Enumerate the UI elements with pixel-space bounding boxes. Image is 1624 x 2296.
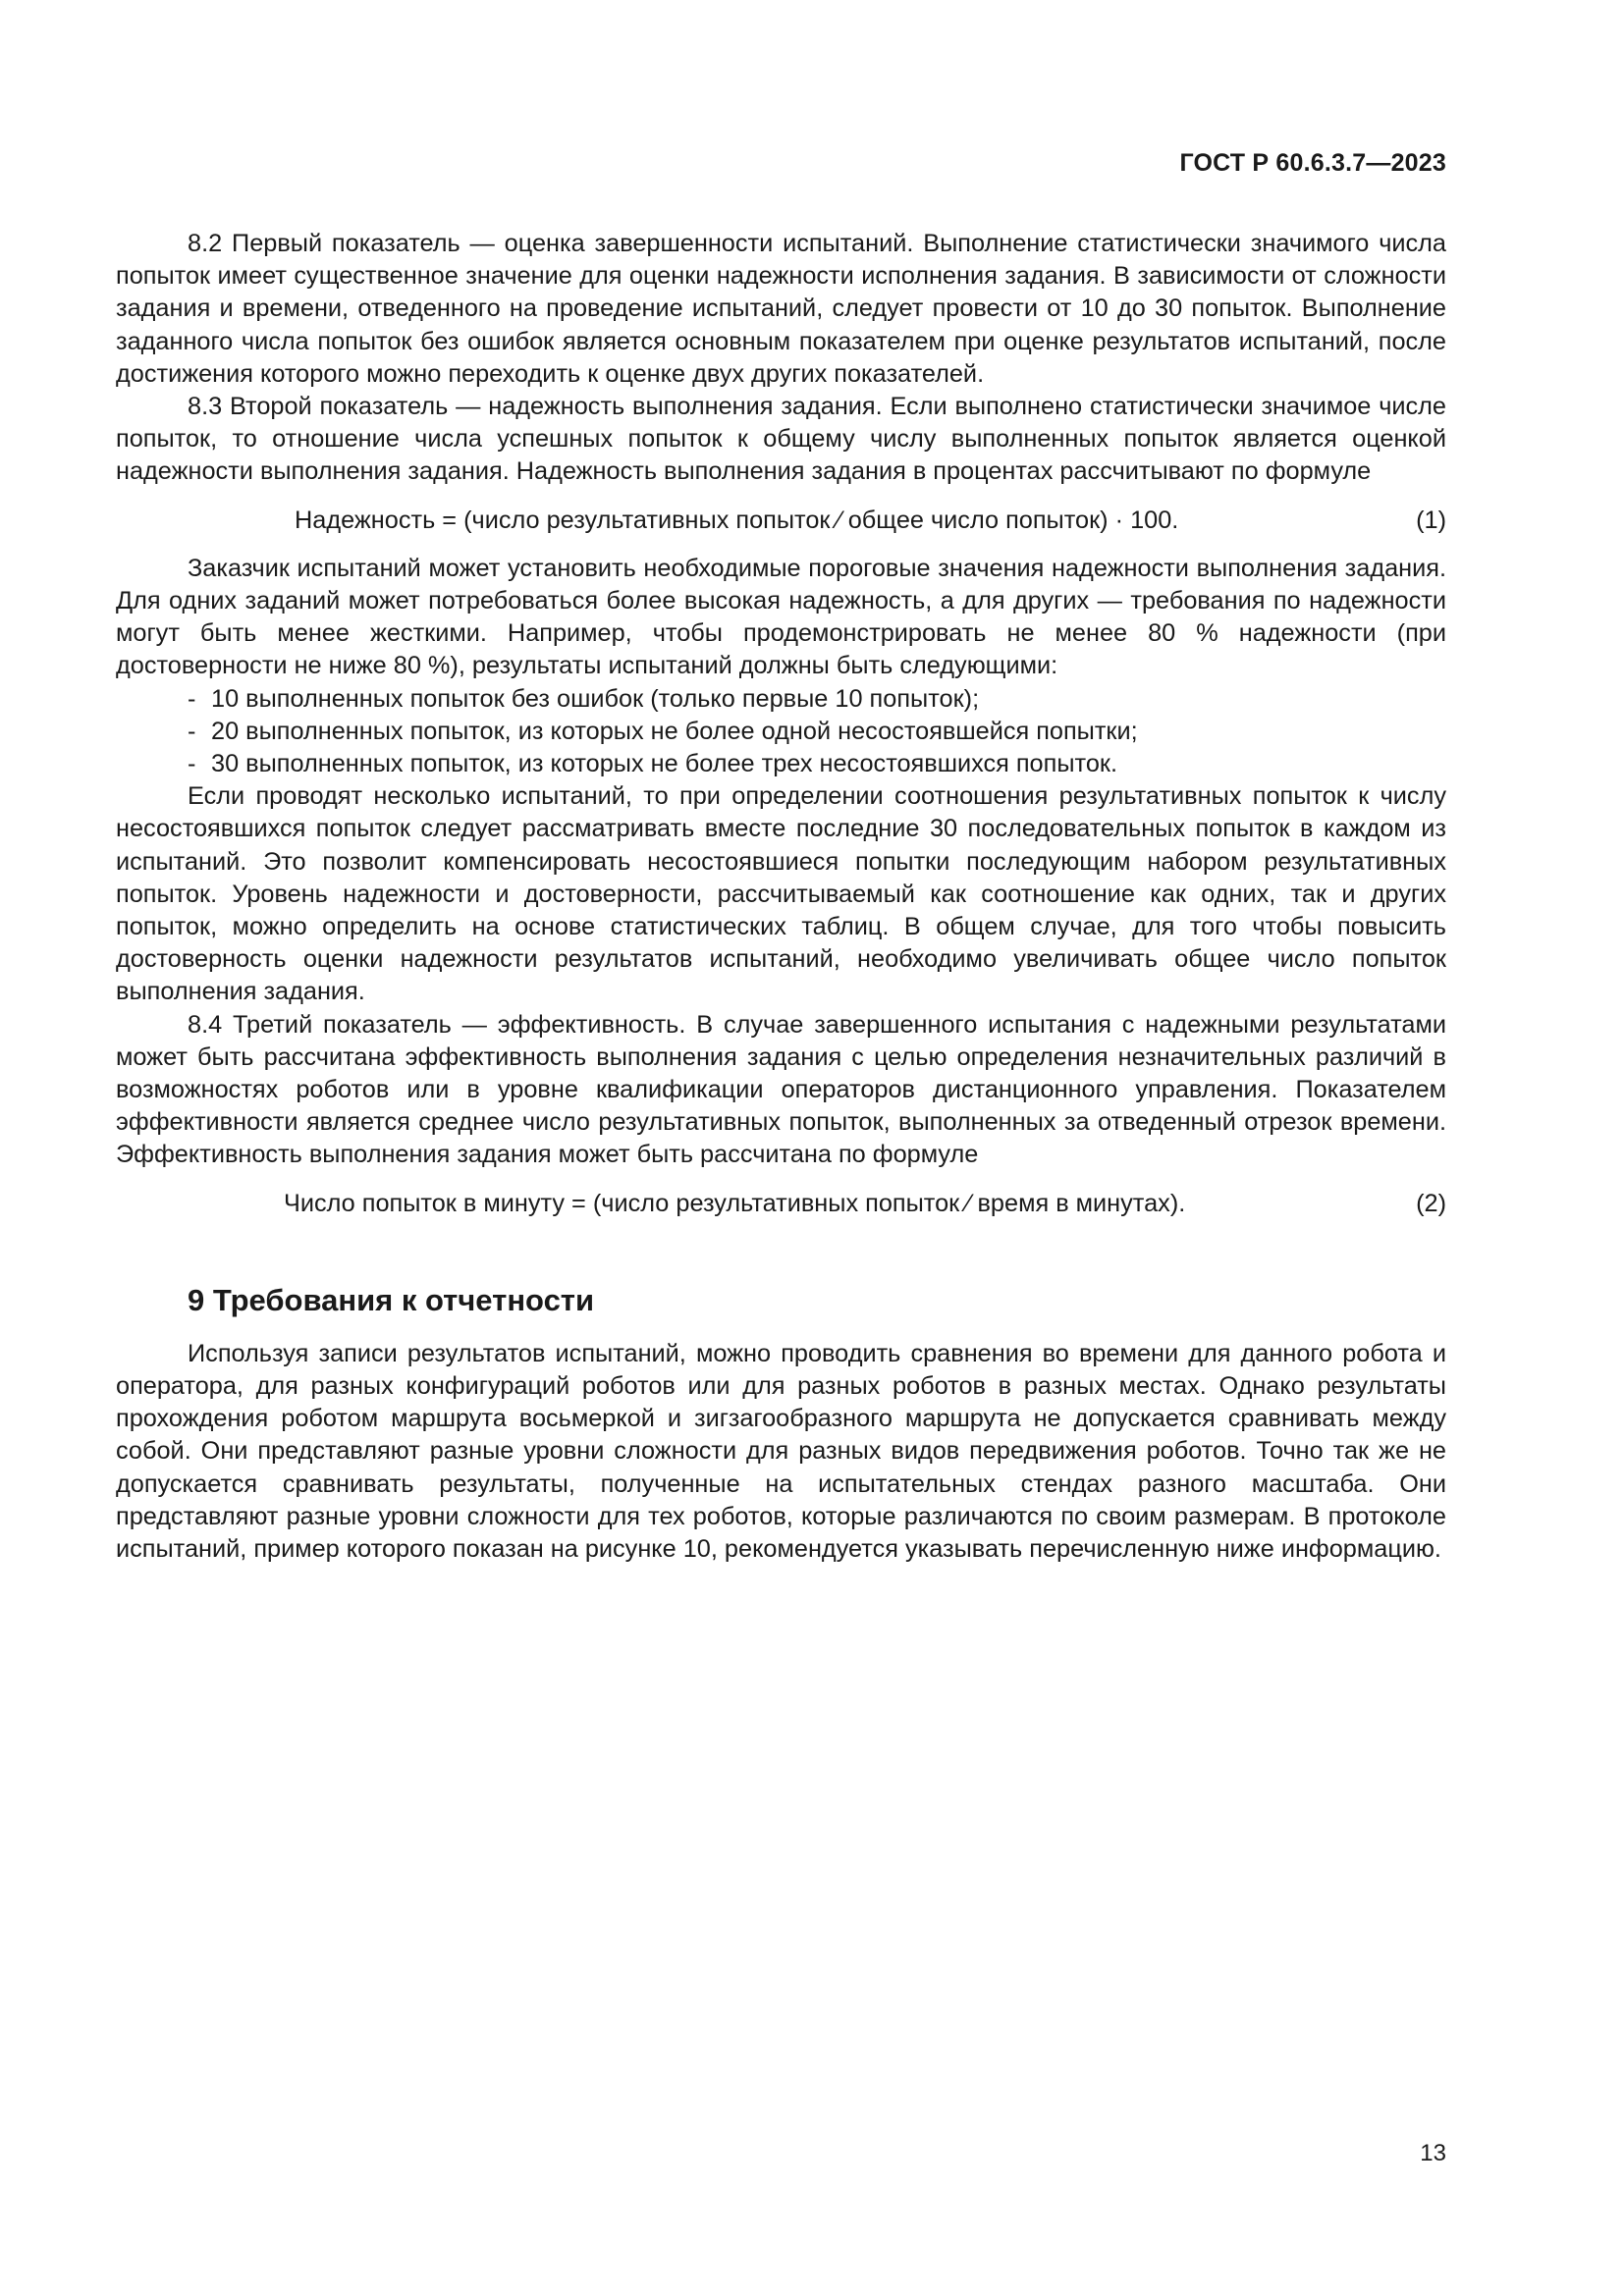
list-dash: - (188, 717, 196, 745)
list-dash: - (188, 750, 196, 778)
paragraph-multiple-tests: Если проводят несколько испытаний, то при определении соотношения результативных попыток к числу несостоявшихся попыток следует рассматривать вместе последние 30 последовательных попыток в каждом из испытаний. Это позволит компенсировать несостоявшиеся попытки последующим набором результативных попыток. Уровень надежности и достоверности, рассчитываемый как соотношение как одних, так и других попыток, можно определить на основе статистических таблиц. В общем случае, для того чтобы повысить достоверность оценки надежности результатов испытаний, необходимо увеличивать общее число попыток выполнения задания. (116, 782, 1446, 1006)
list-dash: - (188, 684, 196, 713)
document-body (116, 228, 1446, 1566)
formula-1-expression: Надежность = (число результативных попыток ⁄ общее число попыток) · 100. (295, 506, 1179, 534)
paragraph-customer-thresholds: Заказчик испытаний может установить необходимые пороговые значения надежности выполнения задания. Для одних заданий может потребоваться более высокая надежность, а для других — требования по надежности могут быть менее жесткими. Например, чтобы продемонстрировать не менее 80 % надежности (при достоверности не ниже 80 %), результаты испытаний должны быть следующими: (116, 554, 1446, 680)
list-item: - 20 выполненных попыток, из которых не более одной несостоявшейся попытки; (188, 716, 1446, 748)
formula-2-number: (2) (1416, 1189, 1446, 1217)
requirements-list (116, 683, 1446, 781)
page-number: 13 (1420, 2140, 1446, 2166)
section-9-heading: 9 Требования к отчетности (188, 1282, 595, 1317)
paragraph-8-2: 8.2 Первый показатель — оценка завершенности испытаний. Выполнение статистически значимого числа попыток имеет существенное значение для оценки надежности исполнения задания. В зависимости от сложности задания и времени, отведенного на проведение испытаний, следует провести от 10 до 30 попыток. Выполнение заданного числа попыток без ошибок является основным показателем при оценке результатов испытаний, после достижения которого можно переходить к оценке двух других показателей. (116, 230, 1446, 388)
formula-2-expression: Число попыток в минуту = (число результативных попыток ⁄ время в минутах). (284, 1189, 1186, 1217)
paragraph-8-4: 8.4 Третий показатель — эффективность. В случае завершенного испытания с надежными результатами может быть рассчитана эффективность выполнения задания с целью определения незначительных различий в возможностях роботов или в уровне квалификации операторов дистанционного управления. Показателем эффективности является среднее число результативных попыток, выполненных за отведенный отрезок времени. Эффективность выполнения задания может быть рассчитана по формуле (116, 1010, 1446, 1169)
paragraph-9: Используя записи результатов испытаний, можно проводить сравнения во времени для данного робота и оператора, для разных конфигураций роботов или для разных роботов в разных местах. Однако результаты прохождения роботом маршрута восьмеркой и зигзагообразного маршрута не допускается сравнивать между собой. Они представляют разные уровни сложности для разных видов передвижения роботов. Точно так же не допускается сравнивать результаты, полученные на испытательных стендах разного масштаба. Они представляют разные уровни сложности для тех роботов, которые различаются по своим размерам. В протоколе испытаний, пример которого показан на рисунке 10, рекомендуется указывать перечисленную ниже информацию. (116, 1339, 1446, 1564)
paragraph-8-3: 8.3 Второй показатель — надежность выполнения задания. Если выполнено статистически значимое числе попыток, то отношение числа успешных попыток к общему числу выполненных попыток является оценкой надежности выполнения задания. Надежность выполнения задания в процентах рассчитывают по формуле (116, 393, 1446, 486)
standard-code-header: ГОСТ Р 60.6.3.7—2023 (1179, 149, 1446, 177)
formula-2 (116, 1188, 1446, 1220)
formula-1-number: (1) (1416, 506, 1446, 534)
list-item: - 30 выполненных попыток, из которых не более трех несостоявшихся попыток. (188, 748, 1446, 780)
formula-1 (116, 505, 1446, 537)
list-item: - 10 выполненных попыток без ошибок (только первые 10 попыток); (188, 683, 1446, 716)
